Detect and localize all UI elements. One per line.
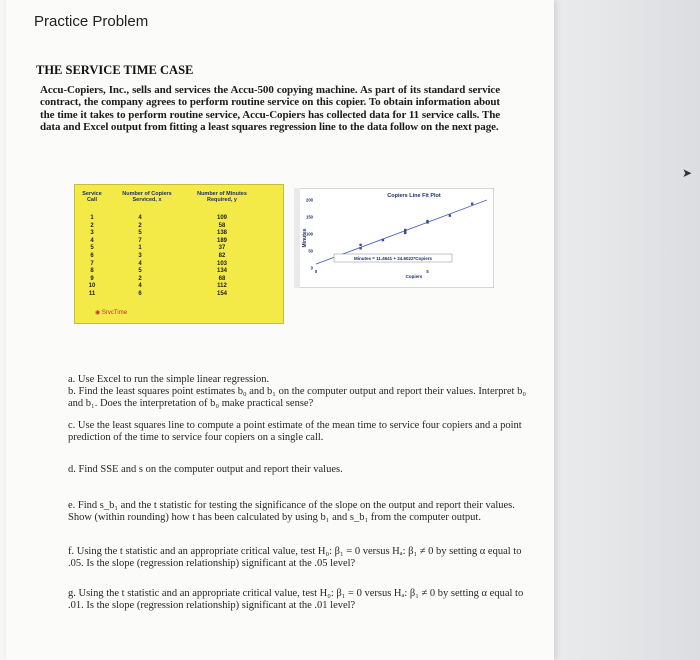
textbook-page — [6, 0, 554, 660]
y-tick-label: 50 — [308, 248, 313, 254]
service-call-cell: 3 — [90, 230, 94, 237]
data-point — [404, 232, 406, 234]
excel-screenshot — [74, 184, 284, 324]
data-point — [404, 229, 406, 231]
service-call-cell: 1 — [90, 215, 94, 221]
minute-values — [211, 215, 233, 299]
copiers-cell: 2 — [138, 275, 142, 282]
sheet-tab-icon: ◉ — [95, 310, 101, 316]
col-header-minutes: Number of Minutes Required, y — [197, 191, 247, 203]
y-tick-label: 100 — [306, 231, 313, 237]
copiers-cell: 6 — [138, 290, 142, 297]
chart-title: Copiers Line Fit Plot — [387, 193, 441, 199]
copiers-cell: 4 — [138, 283, 142, 290]
service-call-cell: 9 — [90, 275, 94, 282]
data-point — [426, 221, 428, 223]
copiers-cell: 3 — [138, 252, 142, 259]
minutes-cell: 134 — [216, 268, 227, 275]
y-tick-label: 200 — [306, 197, 313, 203]
chart-ylabel: Minutes — [302, 228, 308, 248]
service-call-values — [83, 215, 101, 299]
copiers-cell: 2 — [138, 222, 142, 229]
service-call-cell: 5 — [90, 245, 94, 252]
minutes-cell: 112 — [217, 283, 227, 290]
service-call-cell: 8 — [90, 268, 94, 275]
mouse-pointer-icon: ➤ — [682, 166, 693, 180]
service-call-cell: 6 — [90, 252, 94, 259]
sheet-tab-label: SrvcTime — [101, 310, 128, 316]
minutes-cell: 189 — [216, 237, 227, 244]
copier-values — [131, 215, 149, 299]
service-call-cell: 10 — [88, 283, 96, 290]
question-d: d. Find SSE and s on the computer output and report their values. — [68, 464, 343, 475]
case-intro-paragraph: Accu-Copiers, Inc., sells and services the Accu-500 copying machine. As part of its standard service contract, the company agrees to perform routine service on this copier. To obtain information about the time it takes to perform routine service, Accu-Copiers has collected data for 11 service calls. The data and Excel output from fitting a least squares regression line to the data follow on the next page. — [40, 84, 500, 134]
copiers-cell: 5 — [138, 268, 142, 275]
service-call-cell: 7 — [90, 260, 94, 267]
chart-frame — [294, 188, 494, 288]
question-a: a. Use Excel to run the simple linear regression. — [68, 374, 270, 385]
data-point — [359, 244, 361, 246]
minutes-cell: 68 — [218, 275, 226, 282]
copiers-cell: 7 — [138, 237, 142, 244]
chart-left-strip — [294, 188, 300, 288]
minutes-cell: 109 — [216, 215, 227, 221]
y-tick-label: 0 — [310, 265, 313, 271]
line-fit-plot — [294, 188, 494, 288]
y-tick-label: 150 — [306, 214, 313, 220]
data-point — [359, 247, 361, 249]
case-title: THE SERVICE TIME CASE — [36, 63, 194, 77]
service-call-cell: 11 — [88, 290, 96, 297]
minutes-cell: 37 — [218, 245, 226, 252]
copiers-cell: 4 — [138, 260, 142, 267]
minutes-cell: 103 — [216, 260, 227, 267]
question-c: c. Use the least squares line to compute a point estimate of the mean time to service four copiers and a point prediction of the time to service four copiers on a single call. — [68, 420, 522, 443]
col-header-service-call: Service Call — [82, 191, 102, 203]
minutes-cell: 58 — [218, 222, 226, 229]
data-point — [382, 239, 384, 241]
page-header-title: Practice Problem — [34, 13, 149, 30]
minutes-cell: 138 — [216, 230, 227, 237]
x-tick-label: 0 — [314, 269, 318, 274]
equation-label: Minutes = 11.4641 + 24.6022*Copiers — [353, 256, 433, 261]
chart-xlabel: Copiers — [405, 274, 423, 279]
sheet-tab[interactable] — [95, 309, 127, 316]
question-g: g. Using the t statistic and an appropriate critical value, test H₀: β₁ = 0 versus Hₐ: β₁ ≠ 0 by setting α equal to .01. Is the slope (regression relationship) significant at the .01 level? — [68, 588, 524, 611]
data-point — [449, 214, 451, 216]
minutes-cell: 82 — [218, 252, 226, 259]
question-b: b. Find the least squares point estimates b₀ and b₁ on the computer output and report their values. Interpret b₀ and b₁. Does the interpretation of b₀ make practical sense? — [68, 386, 526, 409]
x-tick-label: 5 — [426, 269, 429, 274]
copiers-cell: 4 — [138, 215, 142, 221]
question-e: e. Find s_b₁ and the t statistic for testing the significance of the slope on the output and report their values. Show (within rounding) how t has been calculated by using b₁ and s_b₁ from the computer output. — [68, 500, 515, 523]
minutes-cell: 154 — [216, 290, 227, 297]
copiers-cell: 1 — [138, 245, 142, 252]
question-f: f. Using the t statistic and an appropriate critical value, test H₀: β₁ = 0 versus Hₐ: β₁ ≠ 0 by setting α equal to .05. Is the slope (regression relationship) significant at the .05 level? — [68, 546, 522, 569]
service-call-cell: 4 — [90, 237, 94, 244]
col-header-copiers: Number of Copiers Serviced, x — [122, 191, 172, 203]
copiers-cell: 5 — [138, 230, 142, 237]
data-point — [471, 203, 473, 205]
service-call-cell: 2 — [90, 222, 94, 229]
